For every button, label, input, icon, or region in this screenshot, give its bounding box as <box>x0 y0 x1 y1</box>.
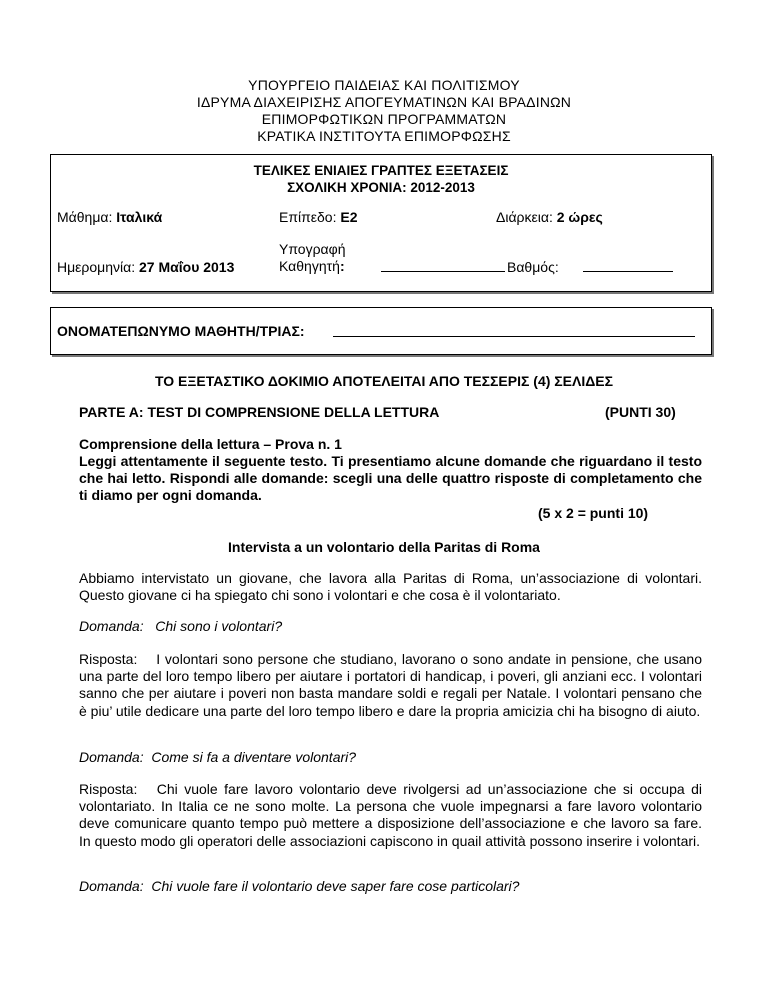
pages-notice: ΤΟ ΕΞΕΤΑΣΤΙΚΟ ΔΟΚΙΜΙΟ ΑΠΟΤΕΛΕΙΤΑΙ ΑΠΟ ΤΕΣΣΕΡΙΣ (4) ΣΕΛΙΔΕΣ <box>154 373 614 389</box>
signature-field: Υπογραφή Καθηγητή: <box>279 241 346 274</box>
student-name-label: ΟΝΟΜΑΤΕΠΩΝΥΜΟ ΜΑΘΗΤΗ/ΤΡΙΑΣ: <box>57 323 305 339</box>
subject-field: Μάθημα: Ιταλικά <box>57 209 163 225</box>
level-value: Ε2 <box>340 209 358 225</box>
duration-label: Διάρκεια <box>496 209 549 225</box>
question-label: Domanda: <box>79 618 144 634</box>
question-label: Domanda: <box>79 878 144 894</box>
exam-title: ΤΕΛΙΚΕΣ ΕΝΙΑΙΕΣ ΓΡΑΠΤΕΣ ΕΞΕΤΑΣΕΙΣ <box>253 163 509 178</box>
question-label: Domanda: <box>79 749 144 765</box>
level-label: Επίπεδο <box>279 209 333 225</box>
date-field: Ημερομηνία: 27 Μαΐου 2013 <box>57 259 235 275</box>
article-intro: Abbiamo intervistato un giovane, che lavora alla Paritas di Roma, un’associazione di volontari. Questo giovane ci ha spiegato chi sono i volontari e che cosa è il volontariato. <box>79 570 702 603</box>
question-3 <box>79 878 519 894</box>
foundation-line: ΙΔΡΥΜΑ ΔΙΑΧΕΙΡΙΣΗΣ ΑΠΟΓΕΥΜΑΤΙΝΩΝ ΚΑΙ ΒΡΑΔΙΝΩΝ <box>196 94 572 110</box>
grade-line[interactable] <box>583 258 673 272</box>
subject-value: Ιταλικά <box>116 209 163 225</box>
date-label: Ημερομηνία <box>57 259 132 275</box>
prova-title: Comprensione della lettura – Prova n. 1 <box>79 436 342 452</box>
programs-line: ΕΠΙΜΟΡΦΩΤΙΚΩΝ ΠΡΟΓΡΑΜΜΑΤΩΝ <box>261 111 507 127</box>
exam-info-box <box>50 154 712 292</box>
signature-label-2: Καθηγητή <box>279 258 340 274</box>
part-a-title: PARTE A: TEST DI COMPRENSIONE DELLA LETTURA <box>79 404 440 420</box>
answer-label: Risposta: <box>79 781 138 797</box>
signature-label-1: Υπογραφή <box>279 241 346 257</box>
answer-2-text: Chi vuole fare lavoro volontario deve rivolgersi ad un’associazione che si occupa di volontariato. In Italia ce ne sono molte. La persona che vuole impegnarsi a fare lavoro volontario deve comunicare quanto tempo può mettere a disposizione dell’associazione e che lavoro sa fare. In questo modo gli operatori delle associazioni capiscono in quail attività possono inserire i volontari. <box>79 781 702 849</box>
level-field: Επίπεδο: Ε2 <box>279 209 358 225</box>
duration-value: 2 ώρες <box>556 209 603 225</box>
question-2 <box>79 749 356 765</box>
question-1-text: Chi sono i volontari? <box>155 618 283 634</box>
answer-label: Risposta: <box>79 651 138 667</box>
answer-1-text: I volontari sono persone che studiano, lavorano o sono andate in pensione, che usano una parte del loro tempo libero per aiutare i portatori di handicap, i poveri, gli anziani ecc. I volontari sanno che per aiutare i poveri non basta mandare soldi e regali per Natale. I volontari pensano che è piu’ utile dedicare una parte del loro tempo libero e dare la propria amicizia chi ha bisogno di aiuto. <box>79 651 702 719</box>
question-1 <box>79 618 282 634</box>
article-title: Intervista a un volontario della Paritas di Roma <box>228 539 540 555</box>
signature-line[interactable] <box>381 258 505 272</box>
question-3-text: Chi vuole fare il volontario deve saper fare cose particolari? <box>151 878 520 894</box>
grade-label: Βαθμός: <box>507 259 559 275</box>
ministry-line: ΥΠΟΥΡΓΕΙΟ ΠΑΙΔΕΙΑΣ ΚΑΙ ΠΟΛΙΤΙΣΜΟΥ <box>248 77 520 93</box>
duration-field: Διάρκεια: 2 ώρες <box>496 209 603 225</box>
part-a-points: (PUNTI 30) <box>605 404 676 420</box>
student-name-line[interactable] <box>333 323 695 337</box>
scoring: (5 x 2 = punti 10) <box>538 505 649 521</box>
student-name-box <box>50 307 712 355</box>
institutes-line: ΚΡΑΤΙΚΑ ΙΝΣΤΙΤΟΥΤΑ ΕΠΙΜΟΡΦΩΣΗΣ <box>257 128 511 144</box>
question-2-text: Come si fa a diventare volontari? <box>151 749 357 765</box>
date-value: 27 Μαΐου 2013 <box>139 259 235 275</box>
instructions: Leggi attentamente il seguente testo. Ti presentiamo alcune domande che riguardano il testo che hai letto. Rispondi alle domande: scegli una delle quattro risposte di completamento che ti diamo per ogni domanda. <box>79 453 702 503</box>
subject-label: Μάθημα <box>57 209 109 225</box>
answer-1 <box>79 651 702 720</box>
answer-2 <box>79 781 702 850</box>
school-year: ΣΧΟΛΙΚΗ ΧΡΟΝΙΑ: 2012-2013 <box>287 180 475 195</box>
